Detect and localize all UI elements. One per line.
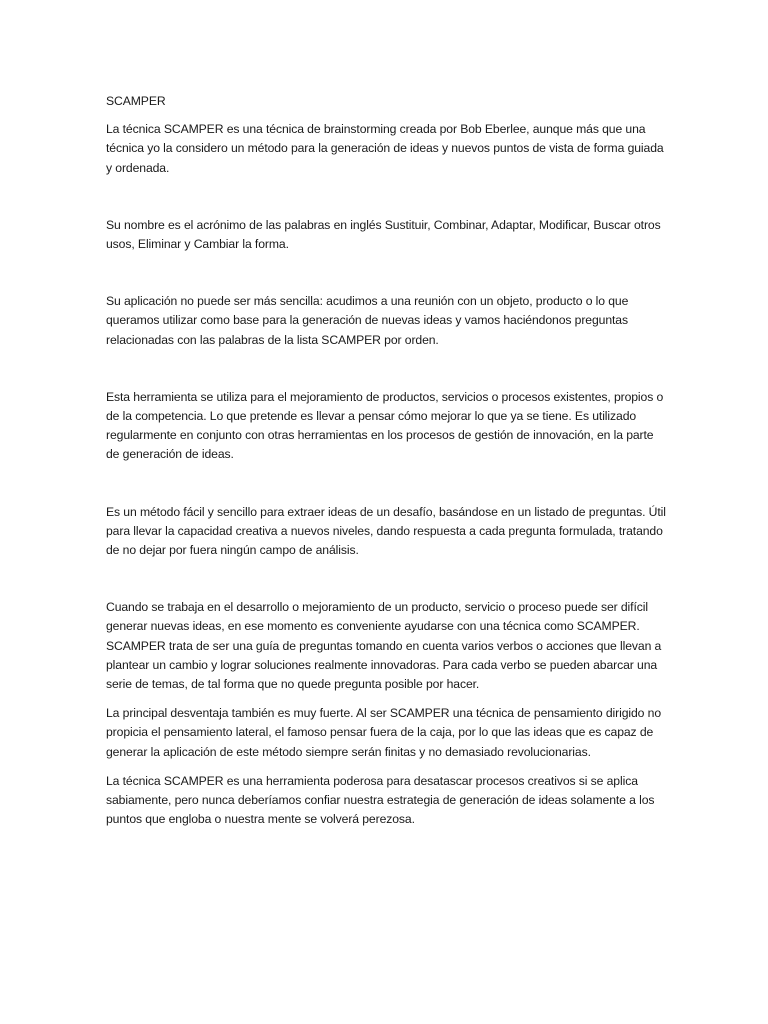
paragraph-usage: Cuando se trabaja en el desarrollo o mejoramiento de un producto, servicio o proceso puede ser difícil generar nuevas ideas, en ese momento es conveniente ayudarse con una técnica como SCAMPER. SCAMPER trata de ser una guía de preguntas tomando en cuenta varios verbos o acciones que llevan a plantear un cambio y lograr soluciones realmente innovadoras. Para cada verbo se pueden abarcar una serie de temas, de tal forma que no quede pregunta posible por hacer. — [106, 600, 662, 692]
paragraph-method: Es un método fácil y sencillo para extraer ideas de un desafío, basándose en un listado de preguntas. Útil para llevar la capacidad creativa a nuevos niveles, dando respuesta a cada pregunta formulada, tratando de no dejar por fuera ningún campo de análisis. — [106, 504, 666, 558]
document-title: SCAMPER — [106, 94, 166, 108]
paragraph-acronym: Su nombre es el acrónimo de las palabras en inglés Sustituir, Combinar, Adaptar, Modificar, Buscar otros usos, Eliminar y Cambiar la forma. — [106, 217, 661, 252]
paragraph-purpose: Esta herramienta se utiliza para el mejoramiento de productos, servicios o procesos existentes, propios o de la competencia. Lo que pretende es llevar a pensar cómo mejorar lo que ya se tiene. Es utilizado regularmente en conjunto con otras herramientas en los procesos de gestión de innovación, en la parte de generación de ideas. — [106, 389, 664, 462]
paragraph-disadvantage: La principal desventaja también es muy fuerte. Al ser SCAMPER una técnica de pensamiento dirigido no propicia el pensamiento lateral, el famoso pensar fuera de la caja, por lo que las ideas que es capaz de generar la aplicación de este método siempre serán finitas y no demasiado revolucionarias. — [106, 706, 661, 759]
paragraph-application: Su aplicación no puede ser más sencilla: acudimos a una reunión con un objeto, producto o lo que queramos utilizar como base para la generación de nuevas ideas y vamos haciéndonos preguntas relacionadas con las palabras de la lista SCAMPER por orden. — [106, 294, 629, 347]
paragraph-conclusion: La técnica SCAMPER es una herramienta poderosa para desatascar procesos creativos si se aplica sabiamente, pero nunca deberíamos confiar nuestra estrategia de generación de ideas solamente a los puntos que engloba o nuestra mente se volverá perezosa. — [106, 773, 655, 827]
paragraph-definition: La técnica SCAMPER es una técnica de brainstorming creada por Bob Eberlee, aunque más que una técnica yo la considero un método para la generación de ideas y nuevos puntos de vista de forma guiada y ordenada. — [106, 122, 664, 175]
document-body — [106, 92, 666, 829]
